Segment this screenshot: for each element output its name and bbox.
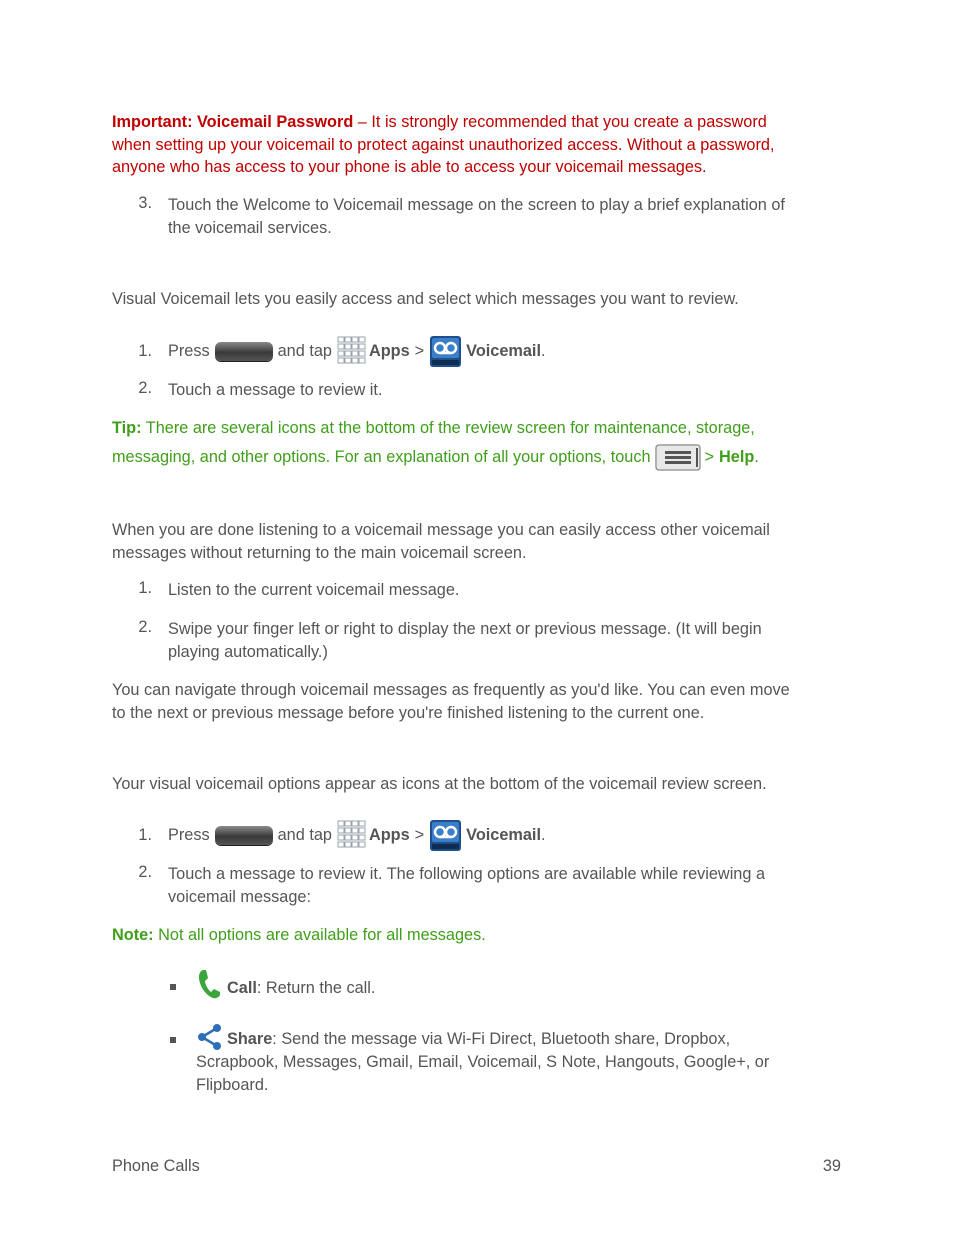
step-c-2: [132, 863, 852, 908]
step-a-2: [132, 379, 382, 402]
share-text-line-2: Scrapbook, Messages, Gmail, Email, Voicemail, S Note, Hangouts, Google+, or: [196, 1053, 770, 1071]
step-text-line-1: Swipe your finger left or right to display the next or previous message. (It will begin: [168, 620, 762, 638]
voicemail-app-icon: [430, 820, 461, 851]
step-b-1: [132, 579, 459, 602]
step-b-2: [132, 618, 852, 663]
step-text-line-2: voicemail message:: [168, 887, 311, 906]
bullet-marker: [170, 984, 176, 990]
step-a-1: 1. Press and tap Apps > Voicemail .: [132, 326, 546, 376]
option-call: Call: Return the call.: [196, 964, 846, 1000]
press-label: Press: [168, 825, 210, 844]
important-line-2: when setting up your voicemail to protect against unauthorized access. Without a password,: [112, 135, 775, 154]
step-text: Listen to the current voicemail message.: [168, 581, 460, 599]
tip-label: Tip:: [112, 419, 142, 437]
apps-grid-icon: [337, 820, 366, 850]
step-number: 1.: [138, 579, 152, 597]
help-label: Help: [719, 448, 755, 466]
tip-line-1: Tip: There are several icons at the bottom of the review screen for maintenance, storage,: [112, 419, 755, 437]
voicemail-label: Voicemail: [466, 341, 541, 360]
and-tap-label: and tap: [277, 825, 332, 844]
bullet-marker: [170, 1037, 176, 1043]
step-number: 2.: [138, 379, 152, 397]
apps-grid-icon: [337, 336, 366, 366]
important-label: Important: Voicemail Password: [112, 113, 354, 131]
separator: >: [414, 341, 425, 360]
apps-label: Apps: [368, 825, 410, 844]
step-number: 1.: [138, 825, 152, 844]
home-key-icon: [215, 342, 273, 361]
home-key-icon: [215, 826, 273, 845]
visual-voicemail-intro: Visual Voicemail lets you easily access and select which messages you want to review.: [112, 290, 739, 308]
paragraph-line-1: When you are done listening to a voicemail message you can easily access other voicemail: [112, 521, 770, 539]
tip-note: [112, 417, 852, 474]
paragraph-line-1: You can navigate through voicemail messages as frequently as you'd like. You can even move: [112, 681, 790, 699]
step-text-line-1: Touch the Welcome to Voicemail message on the screen to play a brief explanation of: [168, 196, 785, 214]
tip-line-2: messaging, and other options. For an explanation of all your options, touch > Help .: [112, 442, 852, 474]
menu-key-icon: [655, 444, 701, 471]
option-share: Share: Send the message via Wi-Fi Direct, Bluetooth share, Dropbox, Scrapbook, Messages, Gmail, Email, Voicemail, S Note, Hangouts, Google+, or Flipboard.: [196, 1017, 846, 1096]
step-text-line-2: playing automatically.): [168, 642, 328, 661]
step-text: Touch a message to review it.: [168, 381, 383, 399]
press-label: Press: [168, 341, 210, 360]
share-icon: [196, 1023, 224, 1051]
and-tap-label: and tap: [277, 341, 332, 360]
paragraph-line-2: to the next or previous message before you're finished listening to the current one.: [112, 703, 705, 722]
listening-intro: [112, 519, 852, 564]
navigate-paragraph: [112, 679, 852, 724]
apps-label: Apps: [368, 341, 410, 360]
important-notice: [112, 111, 852, 179]
step-c-1: 1. Press and tap Apps > Voicemail .: [132, 810, 546, 860]
footer-section: Phone Calls: [112, 1157, 200, 1175]
voicemail-app-icon: [430, 336, 461, 367]
step-text-line-2: the voicemail services.: [168, 218, 332, 237]
step-3: [132, 194, 852, 239]
step-number: 2.: [138, 618, 152, 636]
separator: >: [414, 825, 425, 844]
phone-icon: [196, 968, 224, 1000]
note: Note: Not all options are available for all messages.: [112, 926, 486, 944]
share-label: Share: [227, 1030, 273, 1048]
paragraph-line-2: messages without returning to the main voicemail screen.: [112, 543, 527, 562]
step-number: 3.: [138, 194, 152, 212]
step-number: 1.: [138, 341, 152, 360]
separator: >: [704, 448, 715, 466]
voicemail-label: Voicemail: [466, 825, 541, 844]
step-number: 2.: [138, 863, 152, 881]
options-intro: Your visual voicemail options appear as icons at the bottom of the voicemail review screen.: [112, 775, 767, 793]
important-line-1: Important: Voicemail Password – It is strongly recommended that you create a password: [112, 113, 767, 131]
note-label: Note:: [112, 926, 154, 944]
step-text-line-1: Touch a message to review it. The following options are available while reviewing a: [168, 865, 765, 883]
call-label: Call: [227, 979, 257, 997]
share-text-line-3: Flipboard.: [196, 1075, 269, 1094]
important-line-3: anyone who has access to your phone is able to access your voicemail messages.: [112, 158, 707, 176]
page-number: 39: [822, 1157, 841, 1175]
